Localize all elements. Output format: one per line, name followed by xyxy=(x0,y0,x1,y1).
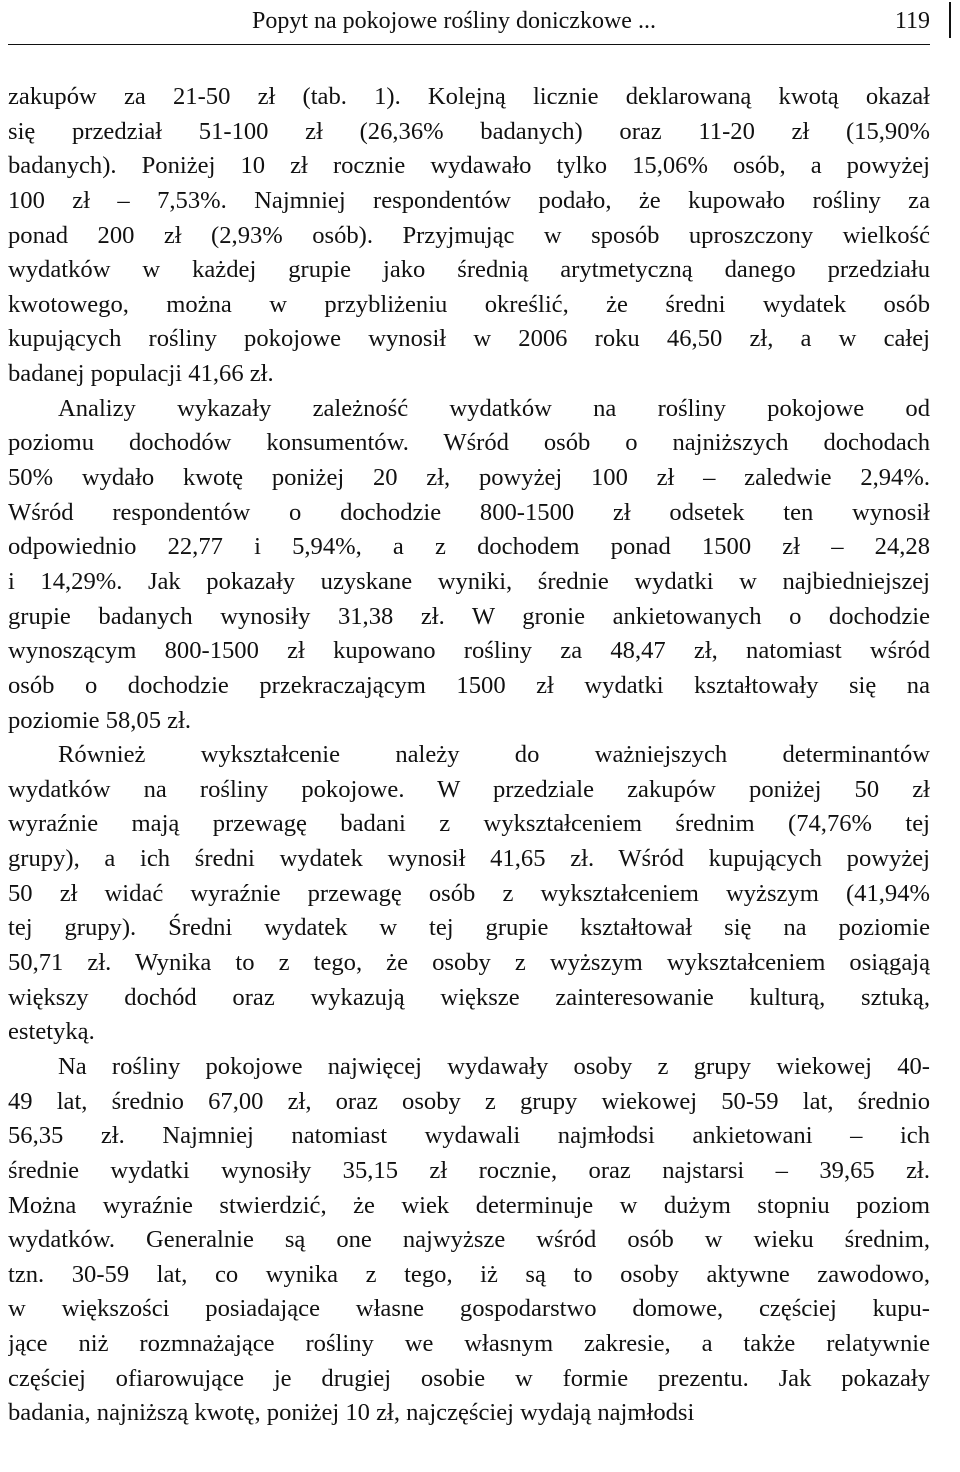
text-line: grupie badanych wynosiły 31,38 zł. W gronie ankietowanych o dochodzie xyxy=(8,602,930,630)
text-line: Można wyraźnie stwierdzić, że wiek determinuje w dużym stopniu poziom xyxy=(8,1191,930,1219)
text-line: odpowiednio 22,77 i 5,94%, a z dochodem ponad 1500 zł – 24,28 xyxy=(8,533,930,561)
text-line: jące niż rozmnażające rośliny we własnym zakresie, a także relatywnie xyxy=(8,1330,930,1358)
text-line: w większości posiadające własne gospodarstwo domowe, częściej kupu- xyxy=(8,1295,930,1323)
text-line: kupujących rośliny pokojowe wynosił w 2006 roku 46,50 zł, a w całej xyxy=(8,325,930,353)
text-line: 50% wydało kwotę poniżej 20 zł, powyżej 100 zł – zaledwie 2,94%. xyxy=(8,464,930,492)
text-line: badania, najniższą kwotę, poniżej 10 zł, najczęściej wydają najmłodsi xyxy=(8,1399,695,1427)
text-line: się przedział 51-100 zł (26,36% badanych) oraz 11-20 zł (15,90% xyxy=(8,117,930,145)
paragraph xyxy=(8,1050,930,1431)
text-line: poziomie 58,05 zł. xyxy=(8,706,192,734)
text-line: 50,71 zł. Wynika to z tego, że osoby z wyższym wykształceniem osiągają xyxy=(8,949,930,977)
text-line: estetyką. xyxy=(8,1018,95,1046)
text-line: i 14,29%. Jak pokazały uzyskane wyniki, średnie wydatki w najbiedniejszej xyxy=(8,567,930,595)
text-line: częściej ofiarowujące je drugiej osobie w formie prezentu. Jak pokazały xyxy=(8,1364,930,1392)
text-line: wydatków na rośliny pokojowe. W przedziale zakupów poniżej 50 zł xyxy=(8,775,930,803)
body-text xyxy=(8,80,930,1431)
text-line: 56,35 zł. Najmniej natomiast wydawali najmłodsi ankietowani – ich xyxy=(8,1122,930,1150)
text-line: średnie wydatki wynosiły 35,15 zł rocznie, oraz najstarsi – 39,65 zł. xyxy=(8,1156,930,1184)
text-line: wydatków w każdej grupie jako średnią arytmetyczną danego przedziału xyxy=(8,256,930,284)
text-line: wyraźnie mają przewagę badani z wykształceniem średnim (74,76% tej xyxy=(8,810,930,838)
text-line: badanej populacji 41,66 zł. xyxy=(8,360,274,388)
text-line: osób o dochodzie przekraczającym 1500 zł wydatki kształtowały się na xyxy=(8,671,930,699)
paragraph xyxy=(8,392,930,738)
running-title: Popyt na pokojowe rośliny doniczkowe ... xyxy=(252,8,656,34)
text-line: 100 zł – 7,53%. Najmniej respondentów podało, że kupowało rośliny za xyxy=(8,186,930,214)
text-line: wydatków. Generalnie są one najwyższe wśród osób w wieku średnim, xyxy=(8,1226,930,1254)
page-number: 119 xyxy=(894,8,930,34)
text-line: zakupów za 21-50 zł (tab. 1). Kolejną licznie deklarowaną kwotą okazał xyxy=(8,83,930,110)
text-line: Wśród respondentów o dochodzie 800-1500 zł odsetek ten wynosił xyxy=(8,498,930,526)
text-line: 49 lat, średnio 67,00 zł, oraz osoby z grupy wiekowej 50-59 lat, średnio xyxy=(8,1087,930,1115)
text-line: Analizy wykazały zależność wydatków na rośliny pokojowe od xyxy=(58,394,930,422)
paragraph xyxy=(8,80,930,392)
text-line: kwotowego, można w przybliżeniu określić, że średni wydatek osób xyxy=(8,290,930,318)
text-line: wynoszącym 800-1500 zł kupowano rośliny za 48,47 zł, natomiast wśród xyxy=(8,637,930,665)
text-line: grupy), a ich średni wydatek wynosił 41,65 zł. Wśród kupujących powyżej xyxy=(8,845,930,873)
text-line: 50 zł widać wyraźnie przewagę osób z wykształceniem wyższym (41,94% xyxy=(8,879,930,907)
running-header xyxy=(8,4,930,38)
text-line: Również wykształcenie należy do ważniejszych determinantów xyxy=(58,741,930,769)
text-line: badanych). Poniżej 10 zł rocznie wydawało tylko 15,06% osób, a powyżej xyxy=(8,152,930,180)
text-line: poziomu dochodów konsumentów. Wśród osób o najniższych dochodach xyxy=(8,429,930,457)
header-rule xyxy=(8,44,930,45)
text-line: tej grupy). Średni wydatek w tej grupie kształtował się na poziomie xyxy=(8,914,930,942)
text-line: tzn. 30-59 lat, co wynika z tego, iż są to osoby aktywne zawodowo, xyxy=(8,1260,930,1288)
page-edge-mark xyxy=(949,2,951,38)
text-line: większy dochód oraz wykazują większe zainteresowanie kulturą, sztuką, xyxy=(8,983,930,1011)
text-line: ponad 200 zł (2,93% osób). Przyjmując w sposób uproszczony wielkość xyxy=(8,221,930,249)
paragraph xyxy=(8,738,930,1050)
text-line: Na rośliny pokojowe najwięcej wydawały osoby z grupy wiekowej 40- xyxy=(58,1052,930,1080)
